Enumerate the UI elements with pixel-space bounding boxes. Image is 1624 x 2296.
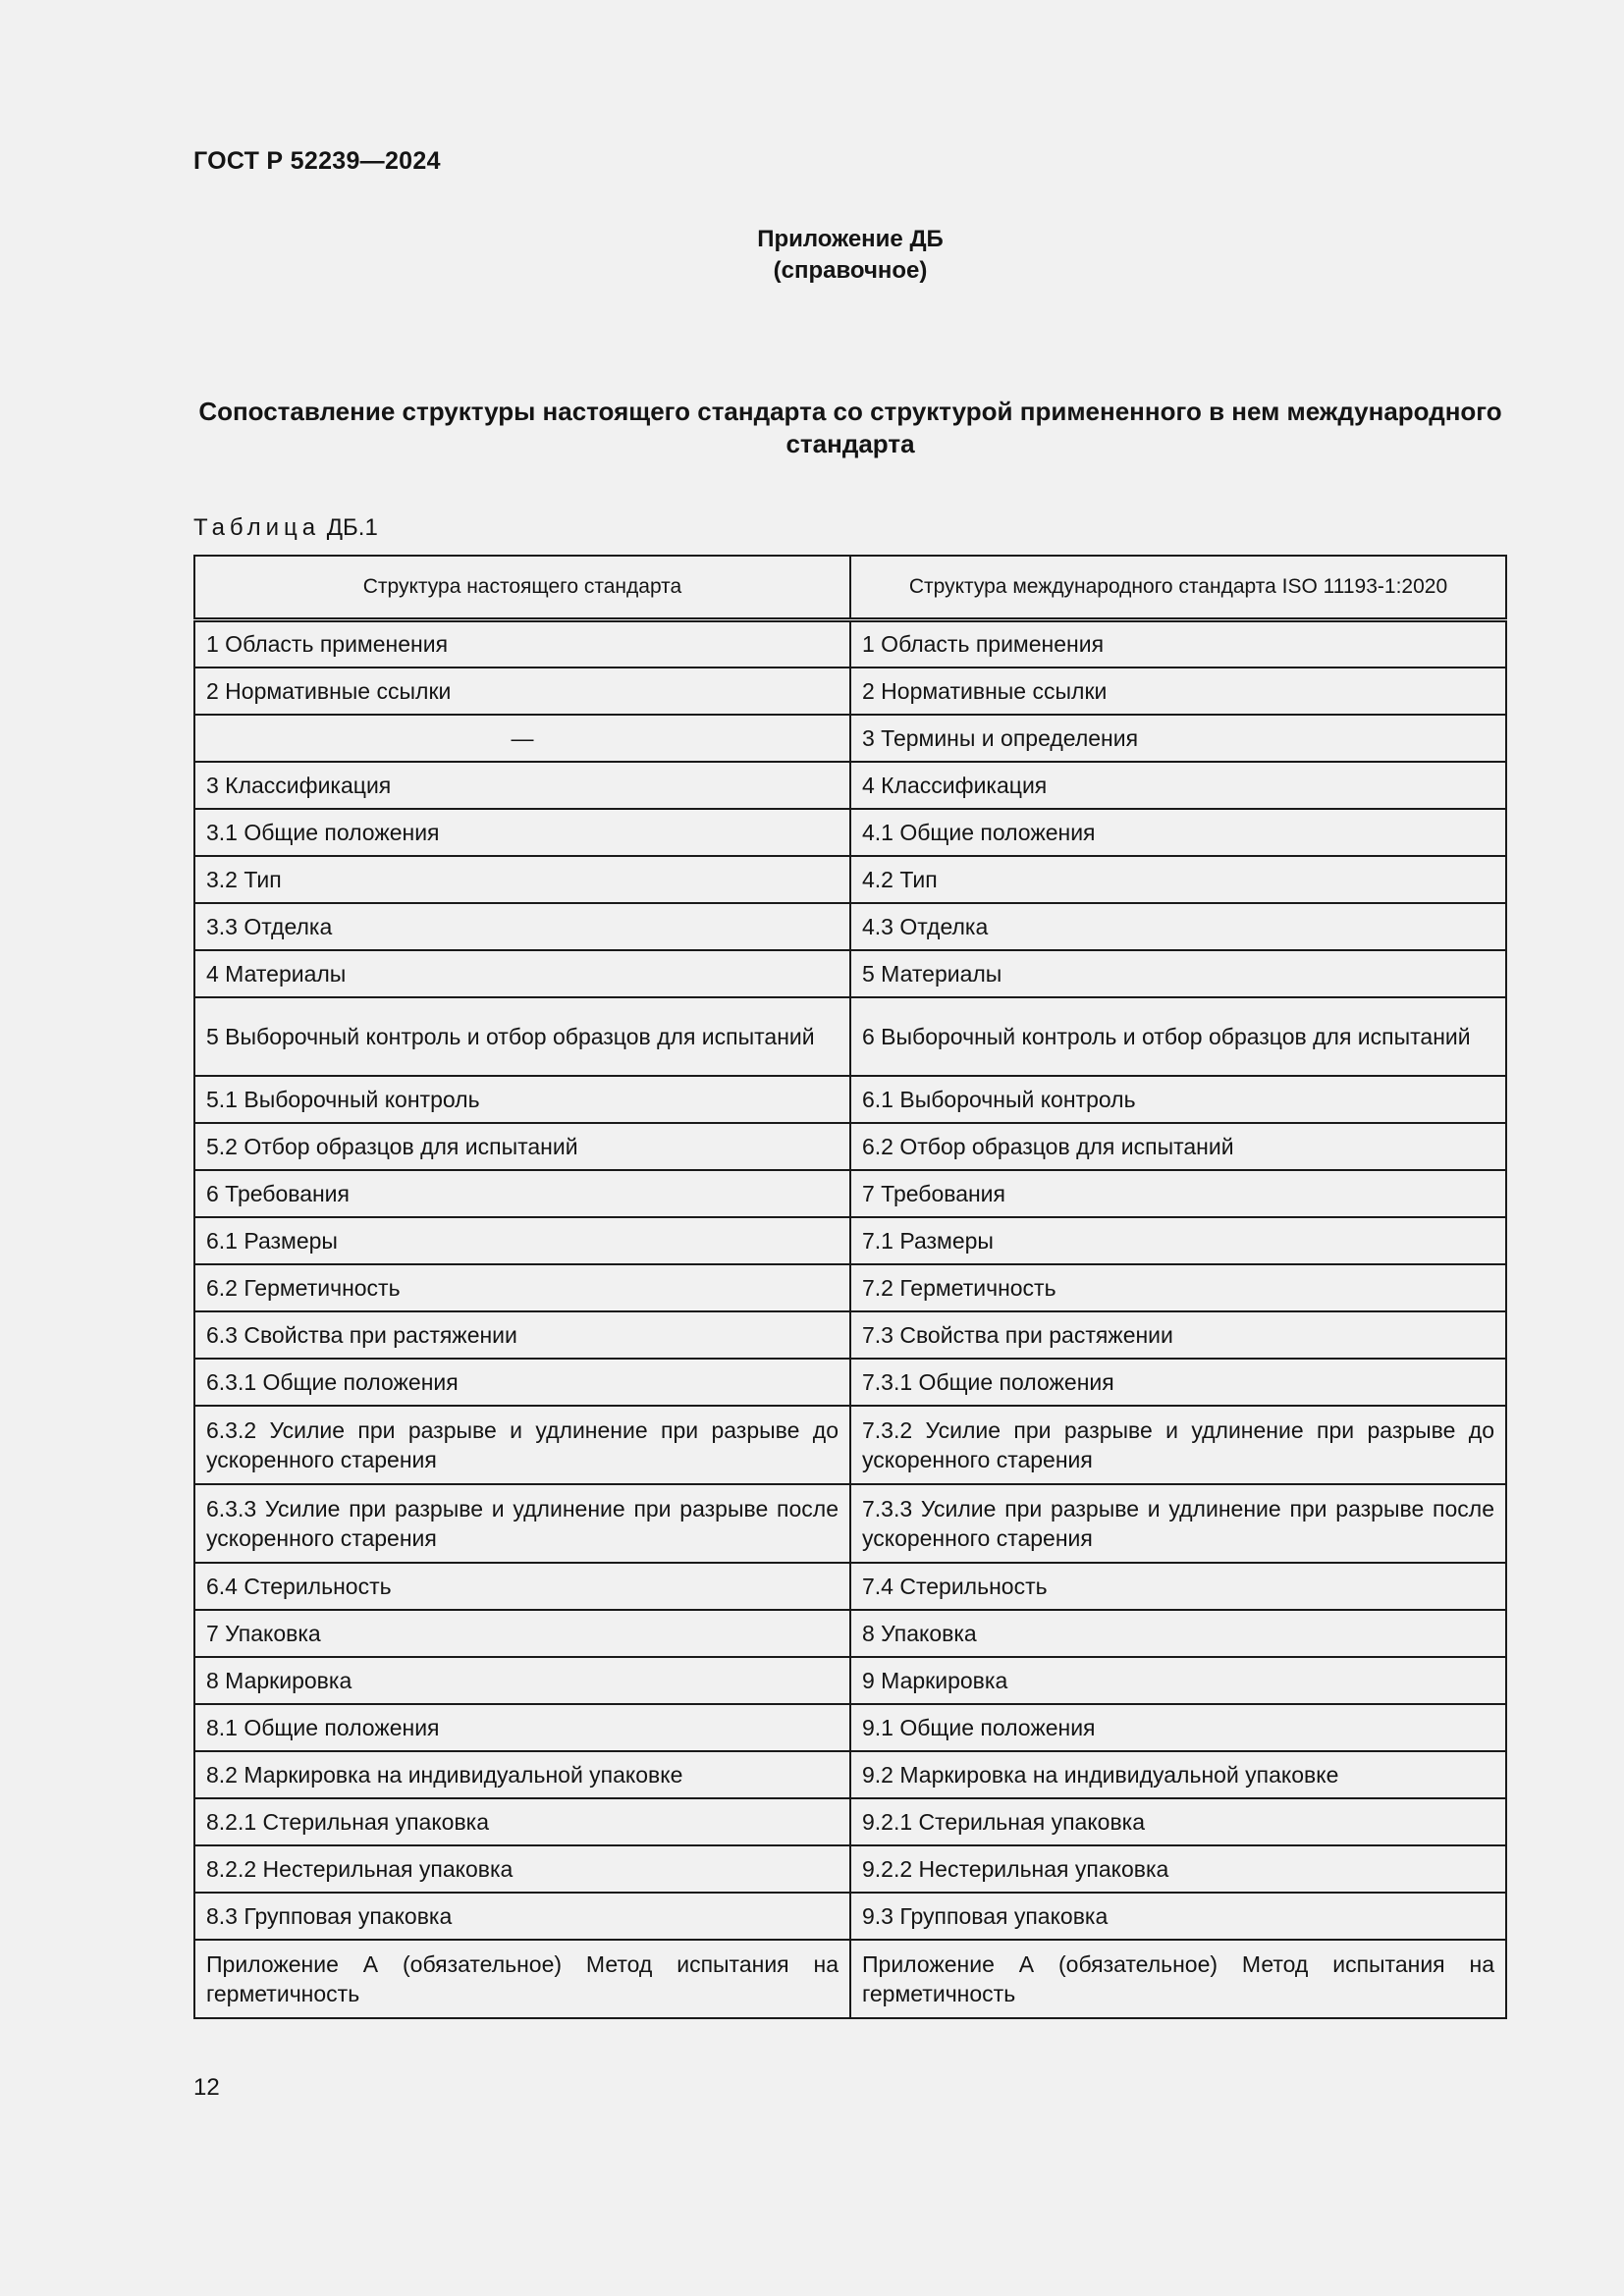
cell-international-structure: 7.1 Размеры (850, 1217, 1506, 1264)
table-row (194, 997, 1506, 1076)
section-heading: Сопоставление структуры настоящего стандарта со структурой примененного в нем международного стандарта (198, 397, 1502, 458)
table-row (194, 715, 1506, 762)
cell-international-structure: 6 Выборочный контроль и отбор образцов для испытаний (850, 997, 1506, 1076)
cell-international-structure: 9.1 Общие положения (850, 1704, 1506, 1751)
cell-national-structure: 8.1 Общие положения (194, 1704, 850, 1751)
cell-national-structure: — (194, 715, 850, 762)
table-row (194, 1406, 1506, 1484)
cell-national-structure: 8 Маркировка (194, 1657, 850, 1704)
table-row (194, 1563, 1506, 1610)
cell-national-structure: 8.2.1 Стерильная упаковка (194, 1798, 850, 1845)
table-row (194, 1798, 1506, 1845)
table-row (194, 1845, 1506, 1893)
table-row (194, 1484, 1506, 1563)
cell-national-structure: 3.2 Тип (194, 856, 850, 903)
cell-international-structure: 4.1 Общие положения (850, 809, 1506, 856)
cell-international-structure: 7.3 Свойства при растяжении (850, 1311, 1506, 1359)
cell-international-structure: 6.1 Выборочный контроль (850, 1076, 1506, 1123)
table-row (194, 950, 1506, 997)
cell-national-structure: 8.2 Маркировка на индивидуальной упаковке (194, 1751, 850, 1798)
cell-international-structure: 9.2.2 Нестерильная упаковка (850, 1845, 1506, 1893)
cell-national-structure: 5 Выборочный контроль и отбор образцов для испытаний (194, 997, 850, 1076)
table-caption-number: ДБ.1 (326, 514, 378, 541)
cell-national-structure: 1 Область применения (194, 620, 850, 667)
table-row (194, 1940, 1506, 2018)
cell-national-structure: 8.2.2 Нестерильная упаковка (194, 1845, 850, 1893)
table-row (194, 667, 1506, 715)
cell-international-structure: 4.3 Отделка (850, 903, 1506, 950)
cell-international-structure: 7.4 Стерильность (850, 1563, 1506, 1610)
cell-international-structure: 2 Нормативные ссылки (850, 667, 1506, 715)
cell-national-structure: 6.4 Стерильность (194, 1563, 850, 1610)
cell-international-structure: 9.2 Маркировка на индивидуальной упаковке (850, 1751, 1506, 1798)
table-caption-prefix: Таблица (193, 514, 321, 541)
cell-national-structure: 7 Упаковка (194, 1610, 850, 1657)
table-caption (193, 514, 378, 542)
cell-international-structure: 7.3.3 Усилие при разрыве и удлинение при разрыве после ускоренного старения (850, 1484, 1506, 1563)
table-row (194, 856, 1506, 903)
table-header-row (194, 556, 1506, 620)
column-header-national: Структура настоящего стандарта (194, 556, 850, 620)
table-row (194, 1311, 1506, 1359)
cell-national-structure: 2 Нормативные ссылки (194, 667, 850, 715)
cell-national-structure: 6.3.1 Общие положения (194, 1359, 850, 1406)
table-row (194, 762, 1506, 809)
cell-national-structure: 6.2 Герметичность (194, 1264, 850, 1311)
table-row (194, 1359, 1506, 1406)
cell-international-structure: 9 Маркировка (850, 1657, 1506, 1704)
appendix-title: Приложение ДБ (757, 226, 944, 252)
cell-national-structure: 6.3.2 Усилие при разрыве и удлинение при разрыве до ускоренного старения (194, 1406, 850, 1484)
table-row (194, 620, 1506, 667)
cell-international-structure: 3 Термины и определения (850, 715, 1506, 762)
cell-international-structure: 7.2 Герметичность (850, 1264, 1506, 1311)
table-row (194, 1123, 1506, 1170)
cell-national-structure: 5.1 Выборочный контроль (194, 1076, 850, 1123)
table-row (194, 1264, 1506, 1311)
document-id: ГОСТ Р 52239—2024 (193, 147, 441, 175)
cell-international-structure: 9.3 Групповая упаковка (850, 1893, 1506, 1940)
cell-national-structure: Приложение А (обязательное) Метод испытания на герметичность (194, 1940, 850, 2018)
cell-national-structure: 6.1 Размеры (194, 1217, 850, 1264)
table-row (194, 1217, 1506, 1264)
cell-national-structure: 6.3.3 Усилие при разрыве и удлинение при разрыве после ускоренного старения (194, 1484, 850, 1563)
cell-national-structure: 5.2 Отбор образцов для испытаний (194, 1123, 850, 1170)
appendix-kind: (справочное) (773, 257, 928, 284)
cell-international-structure: 8 Упаковка (850, 1610, 1506, 1657)
cell-international-structure: Приложение А (обязательное) Метод испытания на герметичность (850, 1940, 1506, 2018)
table-row (194, 1610, 1506, 1657)
table-row (194, 1170, 1506, 1217)
table-row (194, 1076, 1506, 1123)
table-body (194, 620, 1506, 2018)
structure-comparison-table (193, 555, 1507, 2019)
cell-national-structure: 6 Требования (194, 1170, 850, 1217)
table-row (194, 809, 1506, 856)
cell-international-structure: 1 Область применения (850, 620, 1506, 667)
table-row (194, 1657, 1506, 1704)
cell-national-structure: 3.3 Отделка (194, 903, 850, 950)
cell-international-structure: 6.2 Отбор образцов для испытаний (850, 1123, 1506, 1170)
column-header-international: Структура международного стандарта ISO 11193-1:2020 (850, 556, 1506, 620)
cell-international-structure: 7.3.1 Общие положения (850, 1359, 1506, 1406)
cell-international-structure: 4.2 Тип (850, 856, 1506, 903)
cell-national-structure: 8.3 Групповая упаковка (194, 1893, 850, 1940)
cell-national-structure: 3.1 Общие положения (194, 809, 850, 856)
cell-national-structure: 6.3 Свойства при растяжении (194, 1311, 850, 1359)
cell-international-structure: 7.3.2 Усилие при разрыве и удлинение при разрыве до ускоренного старения (850, 1406, 1506, 1484)
cell-national-structure: 3 Классификация (194, 762, 850, 809)
cell-international-structure: 4 Классификация (850, 762, 1506, 809)
table-row (194, 1704, 1506, 1751)
table-row (194, 1893, 1506, 1940)
table-row (194, 1751, 1506, 1798)
cell-national-structure: 4 Материалы (194, 950, 850, 997)
table-row (194, 903, 1506, 950)
cell-international-structure: 9.2.1 Стерильная упаковка (850, 1798, 1506, 1845)
page-number: 12 (193, 2074, 220, 2101)
cell-international-structure: 7 Требования (850, 1170, 1506, 1217)
cell-international-structure: 5 Материалы (850, 950, 1506, 997)
